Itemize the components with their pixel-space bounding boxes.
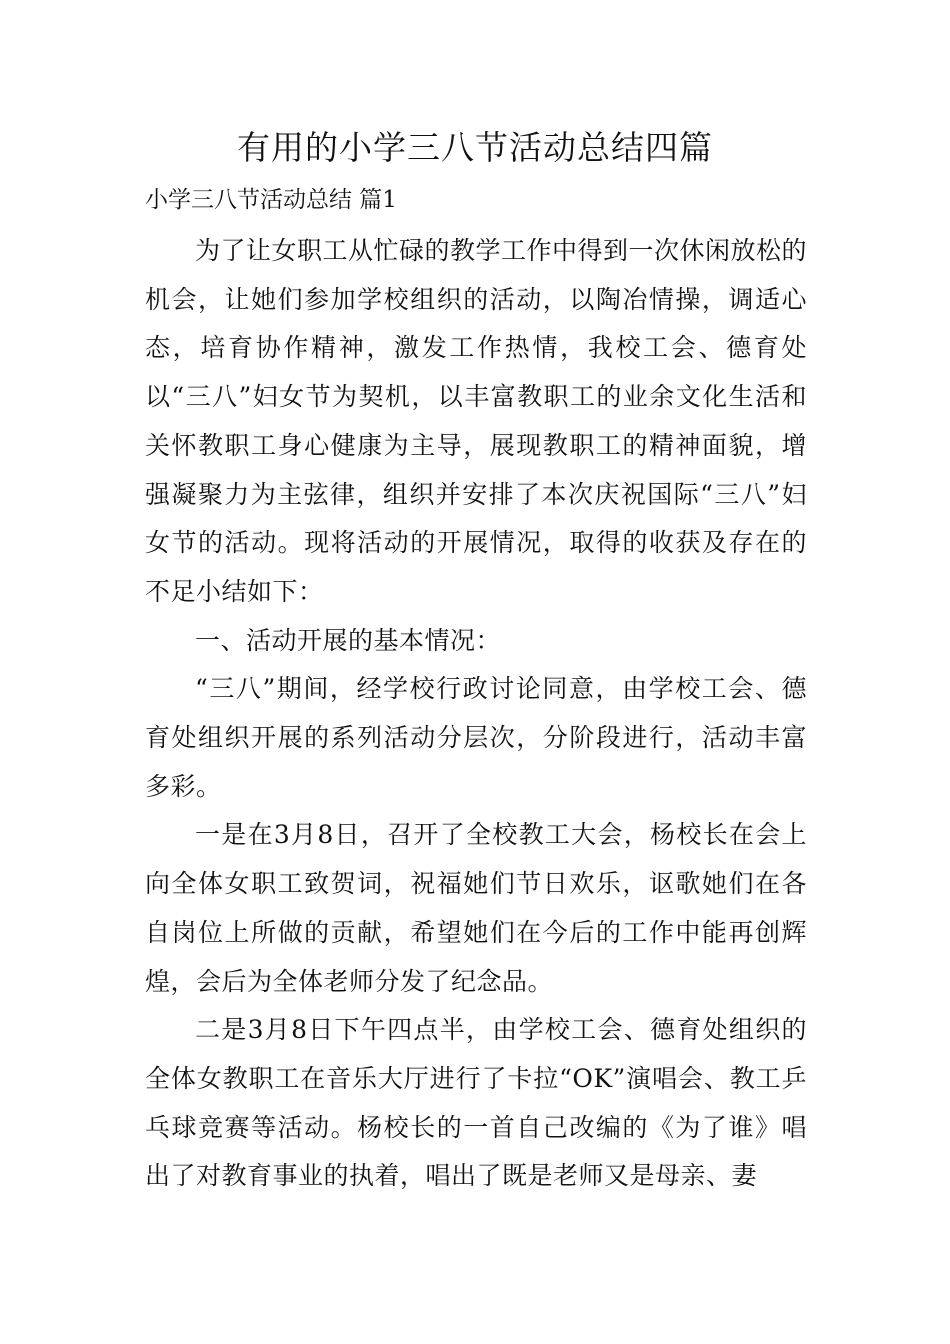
paragraph-karaoke-event: 二是3月8日下午四点半，由学校工会、德育处组织的全体女教职工在音乐大厅进行了卡拉“OK”演唱会、教工乒乓球竞赛等活动。杨校长的一首自己改编的《为了谁》唱出了对教育事业的执着，唱出了既是老师又是母亲、妻 (145, 1015, 807, 1191)
paragraph-activity-overview: “三八”期间，经学校行政讨论同意，由学校工会、德育处组织开展的系列活动分层次，分阶段进行，活动丰富多彩。 (145, 674, 807, 801)
document-body (145, 227, 807, 1201)
paragraph-staff-meeting: 一是在3月8日，召开了全校教工大会，杨校长在会上向全体女职工致贺词，祝福她们节日欢乐，讴歌她们在各自岗位上所做的贡献，希望她们在今后的工作中能再创辉煌，会后为全体老师分发了纪念品。 (145, 820, 807, 996)
paragraph-intro: 为了让女职工从忙碌的教学工作中得到一次休闲放松的机会，让她们参加学校组织的活动，以陶冶情操，调适心态，培育协作精神，激发工作热情，我校工会、德育处以“三八”妇女节为契机，以丰富教职工的业余文化生活和关怀教职工身心健康为主导，展现教职工的精神面貌，增强凝聚力为主弦律，组织并安排了本次庆祝国际“三八”妇女节的活动。现将活动的开展情况，取得的收获及存在的不足小结如下： (145, 236, 808, 606)
paragraph-subheading-basic-situation: 一、活动开展的基本情况： (195, 625, 502, 655)
document-title: 有用的小学三八节活动总结四篇 (237, 128, 713, 167)
section-heading: 小学三八节活动总结 篇1 (145, 187, 397, 213)
